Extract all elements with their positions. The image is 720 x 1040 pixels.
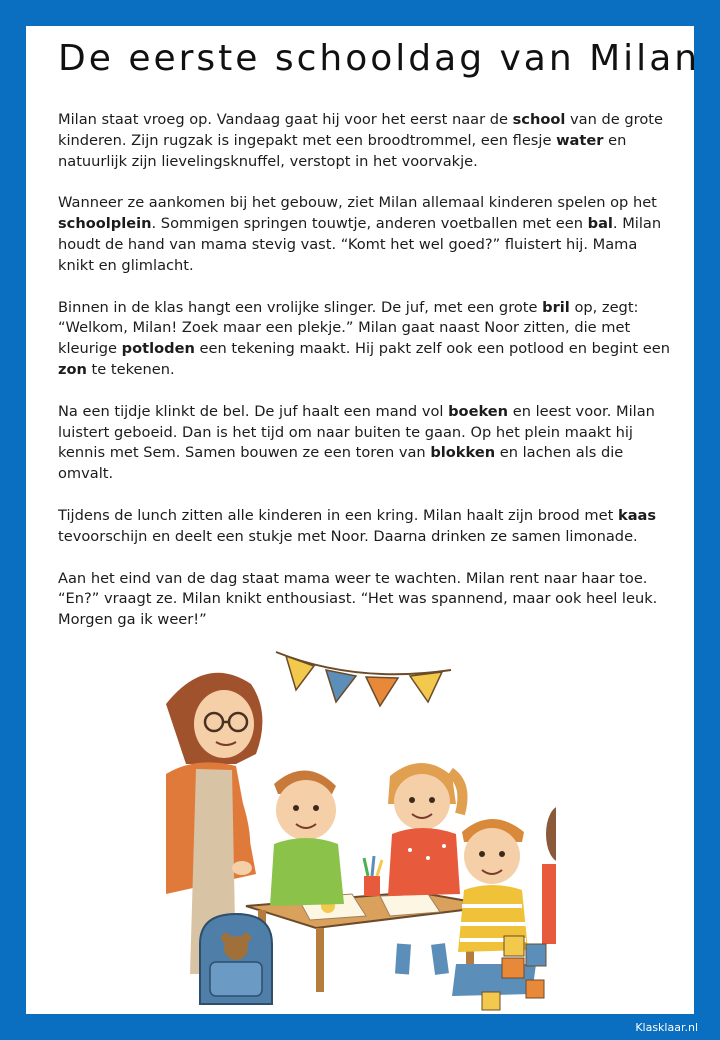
keyword: kaas bbox=[617, 506, 657, 524]
keyword: bril bbox=[542, 298, 570, 316]
text-span: Aan het eind van de dag staat mama weer te wachten. Milan rent naar haar toe. “En?” vraagt ze. Milan knikt enthousiast. “Het was spannend, maar ook heel leuk. Morgen ga ik weer!” bbox=[58, 569, 658, 629]
classroom-illustration bbox=[166, 644, 556, 1014]
keyword: water bbox=[556, 131, 604, 149]
keyword: school bbox=[512, 111, 566, 128]
keyword: bal bbox=[587, 215, 613, 233]
story-text bbox=[58, 110, 670, 652]
text-span: te tekenen. bbox=[86, 360, 175, 378]
page-title: De eerste schooldag van Milan bbox=[58, 38, 701, 79]
keyword: schoolplein bbox=[58, 215, 152, 233]
footer-brand: Klasklaar.nl bbox=[635, 1021, 698, 1034]
edge-child bbox=[542, 806, 556, 944]
paragraph bbox=[58, 193, 670, 276]
text-span: Milan staat vroeg op. Vandaag gaat hij voor het eerst naar de bbox=[58, 111, 513, 128]
text-span: en leest voor. Milan luistert geboeid. Dan is het tijd om naar buiten te gaan. Op het plein maakt hij kennis met Sem. Samen bouwen ze een toren van bbox=[58, 402, 655, 462]
text-span: een tekening maakt. Hij pakt zelf ook een potlood en begint een bbox=[194, 340, 670, 358]
text-span: op, zegt: “Welkom, Milan! Zoek maar een plekje.” Milan gaat naast Noor zitten, die met kleurige bbox=[58, 298, 639, 358]
paragraph bbox=[58, 506, 670, 548]
keyword: potloden bbox=[121, 340, 195, 358]
keyword: blokken bbox=[430, 444, 496, 462]
keyword: zon bbox=[58, 360, 87, 378]
text-span: . Sommigen springen touwtje, anderen voetballen met een bbox=[151, 215, 588, 233]
boy-milan bbox=[270, 770, 344, 906]
girl-noor bbox=[388, 763, 462, 974]
text-span: Wanneer ze aankomen bij het gebouw, ziet Milan allemaal kinderen spelen op het bbox=[58, 194, 657, 212]
keyword: boeken bbox=[448, 402, 509, 420]
paragraph bbox=[58, 110, 670, 172]
text-span: tevoorschijn en deelt een stukje met Noor. Daarna drinken ze samen limonade. bbox=[58, 527, 638, 545]
text-span: Binnen in de klas hangt een vrolijke slinger. De juf, met een grote bbox=[58, 298, 543, 316]
text-span: en lachen als die omvalt. bbox=[58, 444, 624, 483]
text-span: Na een tijdje klinkt de bel. De juf haalt een mand vol bbox=[58, 402, 449, 420]
text-span: . Milan houdt de hand van mama stevig vast. “Komt het wel goed?” fluistert hij. Mama knikt en glimlacht. bbox=[58, 215, 662, 274]
text-span: Tijdens de lunch zitten alle kinderen in een kring. Milan haalt zijn brood met bbox=[58, 506, 618, 524]
worksheet-page bbox=[26, 26, 701, 1014]
backpack bbox=[200, 914, 272, 1004]
paragraph bbox=[58, 569, 670, 631]
text-span: en natuurlijk zijn lievelingsknuffel, verstopt in het voorvakje. bbox=[58, 131, 627, 170]
paragraph bbox=[58, 402, 670, 485]
bunting-garland bbox=[276, 652, 451, 706]
text-span: van de grote kinderen. Zijn rugzak is ingepakt met een broodtrommel, een flesje bbox=[58, 111, 663, 149]
paragraph bbox=[58, 298, 670, 381]
